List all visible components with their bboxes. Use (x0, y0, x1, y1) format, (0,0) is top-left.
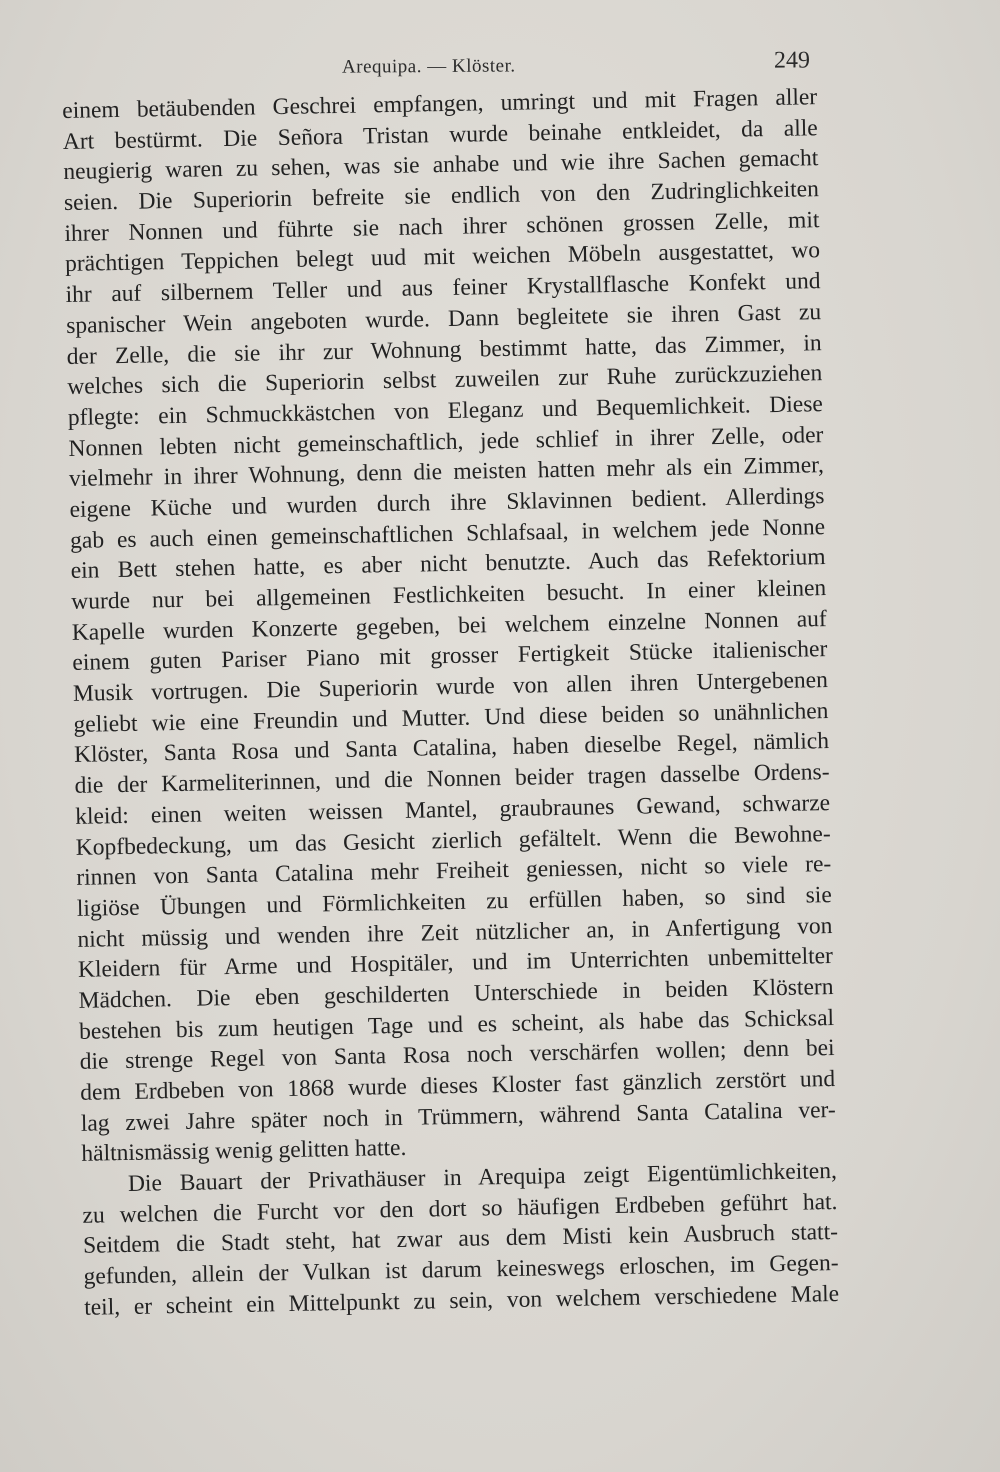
text-line: zu welchen die Furcht vor den dort so häufigen Erdbeben geführt hat. (82, 1188, 838, 1229)
text-line: Kleidern für Arme und Hospitäler, und im Unterrichten unbemittelter (77, 943, 834, 984)
text-line: die strenge Regel von Santa Rosa noch verschärfen wollen; denn bei (79, 1035, 835, 1076)
text-line: Mädchen. Die eben geschilderten Unterschiede in beiden Klöstern (78, 973, 834, 1014)
text-line: pflegte: ein Schmuckkästchen von Eleganz und Bequemlichkeit. Diese (67, 390, 824, 431)
page-number: 249 (773, 47, 811, 74)
text-line: gefunden, allein der Vulkan ist darum keineswegs erloschen, im Gegen- (83, 1250, 839, 1290)
text-line: ligiöse Übungen und Förmlichkeiten zu erfüllen haben, so sind sie (76, 881, 833, 922)
page-header (62, 47, 810, 82)
text-line: einem betäubenden Geschrei empfangen, umringt und mit Fragen aller (62, 84, 818, 124)
running-title: Arequipa. — Klöster. (341, 55, 516, 78)
text-line: einem guten Pariser Piano mit grosser Fertigkeit Stücke italienischer (72, 636, 828, 677)
paragraph (62, 82, 837, 1170)
text-line: Seitdem die Stadt steht, hat zwar aus dem Misti kein Ausbruch statt- (82, 1219, 839, 1260)
text-line: welches sich die Superiorin selbst zuweilen zur Ruhe zurückzuziehen (67, 360, 823, 401)
text-line: Art bestürmt. Die Señora Tristan wurde beinahe entkleidet, da alle (62, 114, 818, 155)
text-line: hältnismässig wenig gelitten hatte. (81, 1135, 407, 1168)
text-line: Nonnen lebten nicht gemeinschaftlich, jede schlief in ihrer Zelle, oder (68, 421, 824, 462)
paragraph (82, 1156, 840, 1323)
text-line: Klöster, Santa Rosa und Santa Catalina, haben dieselbe Regel, nämlich (73, 728, 830, 769)
text-line: ein Bett stehen hatte, es aber nicht benutzte. Auch das Refektorium (70, 544, 826, 585)
text-line: kleid: einen weiten weissen Mantel, graubraunes Gewand, schwarze (74, 789, 831, 830)
text-line: wurde nur bei allgemeinen Festlichkeiten besucht. In einer kleinen (71, 575, 827, 615)
text-line: lag zwei Jahre später noch in Trümmern, während Santa Catalina ver- (80, 1096, 836, 1137)
text-line: die der Karmeliterinnen, und die Nonnen beider tragen dasselbe Ordens- (74, 759, 830, 800)
text-line: nicht müssig und wenden ihre Zeit nützlicher an, in Anfertigung von (77, 912, 833, 953)
text-line: rinnen von Santa Catalina mehr Freiheit geniessen, nicht so viele re- (76, 851, 832, 892)
text-line: prächtigen Teppichen belegt uud mit weichen Möbeln ausgestattet, wo (64, 237, 821, 278)
text-line: ihr auf silbernem Teller und aus feiner Krystallflasche Konfekt und (65, 268, 821, 309)
body-text (62, 82, 839, 1323)
text-line: dem Erdbeben von 1868 wurde dieses Kloster fast gänzlich zerstört und (80, 1065, 836, 1106)
text-line: eigene Küche und wurden durch ihre Sklavinnen bedient. Allerdings (69, 483, 825, 523)
text-line: seien. Die Superiorin befreite sie endlich von den Zudringlichkeiten (63, 176, 820, 217)
text-line: ihrer Nonnen und führte sie nach ihrer schönen grossen Zelle, mit (64, 206, 820, 247)
text-line: Kapelle wurden Konzerte gegeben, bei welchem einzelne Nonnen auf (71, 605, 827, 646)
text-line: gab es auch einen gemeinschaftlichen Schlafsaal, in welchem jede Nonne (69, 513, 826, 554)
text-line: neugierig waren zu sehen, was sie anhabe und wie ihre Sachen gemacht (63, 145, 819, 186)
text-line: spanischer Wein angeboten wurde. Dann begleitete sie ihren Gast zu (65, 298, 822, 339)
text-line: teil, er scheint ein Mittelpunkt zu sein, von welchem verschiedene Male (83, 1280, 840, 1321)
text-line: Die Bauart der Privathäuser in Arequipa zeigt Eigentümlichkeiten, (127, 1158, 838, 1198)
text-line: der Zelle, die sie ihr zur Wohnung bestimmt hatte, das Zimmer, in (66, 329, 822, 370)
text-line: geliebt wie eine Freundin und Mutter. Und diese beiden so unähnlichen (73, 697, 829, 738)
text-line: Kopfbedeckung, um das Gesicht zierlich gefältelt. Wenn die Bewohne- (75, 820, 831, 861)
text-line: vielmehr in ihrer Wohnung, denn die meisten hatten mehr als ein Zimmer, (68, 452, 825, 493)
text-line: Musik vortrugen. Die Superiorin wurde von allen ihren Untergebenen (72, 667, 829, 707)
text-line: bestehen bis zum heutigen Tage und es scheint, als habe das Schicksal (78, 1004, 835, 1045)
